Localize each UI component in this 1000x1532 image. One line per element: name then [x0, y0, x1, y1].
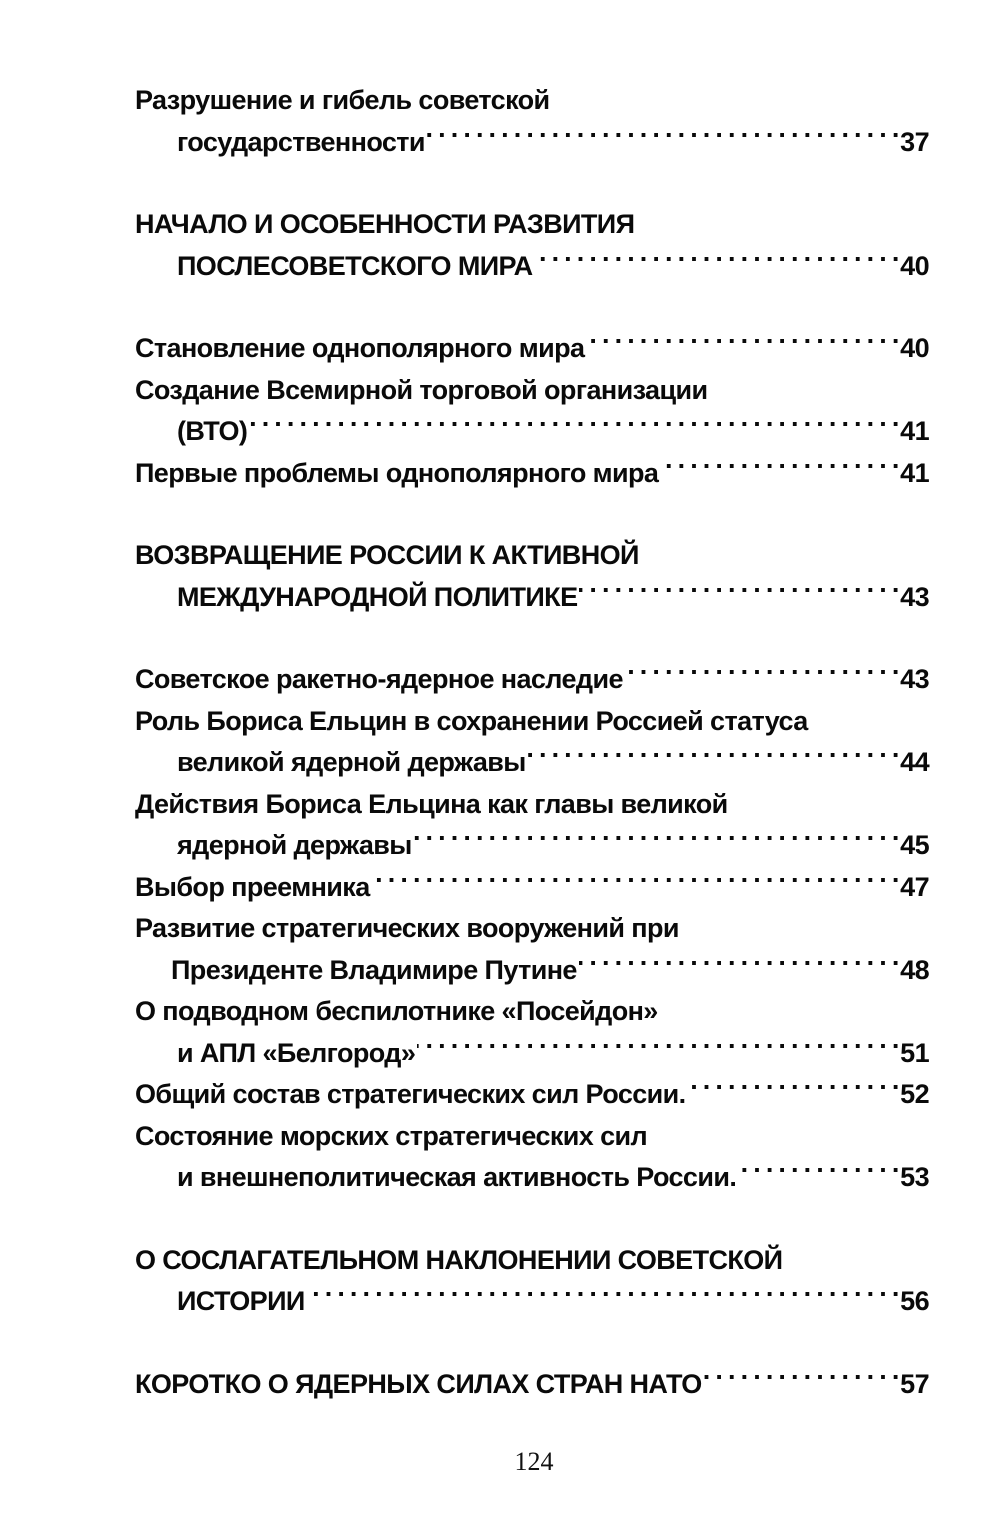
toc-entry-title: и внешнеполитическая активность России.	[177, 1162, 737, 1192]
toc-page-number: 45	[900, 830, 929, 860]
dot-leader	[534, 248, 898, 275]
dot-leader	[249, 413, 898, 440]
toc-section-title: ВОЗВРАЩЕНИЕ РОССИИ К АКТИВНОЙ	[135, 540, 639, 570]
toc-entry-title: Создание Всемирной торговой организации	[135, 374, 708, 405]
toc-section-entry[interactable]	[135, 535, 929, 618]
page-number: 124	[514, 1447, 554, 1476]
dot-leader	[372, 869, 899, 896]
toc-entry[interactable]	[135, 453, 929, 495]
toc-entry[interactable]	[135, 701, 929, 784]
toc-section-title: ИСТОРИИ	[177, 1286, 305, 1316]
toc-page-number: 37	[900, 126, 929, 157]
toc-entry-title: Общий состав стратегических сил России.	[135, 1079, 686, 1109]
toc-section-title: МЕЖДУНАРОДНОЙ ПОЛИТИКЕ	[177, 581, 578, 612]
toc-entry[interactable]	[135, 1074, 929, 1116]
toc-entry[interactable]	[135, 370, 929, 453]
toc-page-number: 43	[900, 664, 929, 694]
toc-entry[interactable]	[135, 991, 929, 1074]
toc-section-title: КОРОТКО О ЯДЕРНЫХ СИЛАХ СТРАН НАТО	[135, 1368, 702, 1399]
toc-page-number: 57	[900, 1368, 929, 1399]
spacer	[135, 618, 929, 659]
toc-section-entry[interactable]	[135, 204, 929, 287]
spacer	[135, 1199, 929, 1240]
toc-entry-title: (ВТО)	[177, 416, 248, 446]
toc-entry[interactable]	[135, 1116, 929, 1199]
toc-entry[interactable]	[135, 784, 929, 867]
toc-page-number: 43	[900, 581, 929, 612]
toc-entry-title: Президенте Владимире Путине	[171, 954, 577, 985]
toc-section-title: ПОСЛЕСОВЕТСКОГО МИРА	[177, 250, 533, 281]
toc-entry[interactable]	[135, 867, 929, 909]
dot-leader	[427, 124, 898, 151]
toc-entry-title: государственности	[177, 126, 425, 157]
toc-page-number: 41	[900, 416, 929, 446]
spacer	[135, 287, 929, 328]
toc-entry-title: Становление однополярного мира	[135, 333, 585, 363]
toc-section-title: НАЧАЛО И ОСОБЕННОСТИ РАЗВИТИЯ	[135, 209, 635, 239]
toc-page-number: 47	[900, 871, 929, 902]
dot-leader	[579, 579, 898, 606]
toc-entry-title: Разрушение и гибель советской	[135, 85, 550, 115]
dot-leader	[528, 744, 898, 771]
toc-page-number: 41	[900, 457, 929, 488]
toc-section-entry[interactable]	[135, 1364, 929, 1406]
dot-leader	[704, 1366, 899, 1393]
table-of-contents	[135, 80, 929, 1405]
toc-entry-title: Состояние морских стратегических сил	[135, 1120, 648, 1151]
toc-entry-title: великой ядерной державы	[177, 747, 526, 777]
spacer	[135, 1323, 929, 1364]
toc-entry-title: Роль Бориса Ельцин в сохранении Россией статуса	[135, 705, 808, 736]
toc-page-number: 40	[900, 250, 929, 281]
dot-leader	[688, 1076, 899, 1103]
toc-section-title: О СОСЛАГАТЕЛЬНОМ НАКЛОНЕНИИ СОВЕТСКОЙ	[135, 1244, 783, 1275]
toc-entry-title: О подводном беспилотнике «Посейдон»	[135, 996, 658, 1026]
dot-leader	[417, 1035, 898, 1062]
toc-entry-title: Первые проблемы однополярного мира	[135, 457, 659, 488]
toc-page-number: 48	[900, 954, 929, 985]
toc-page-number: 44	[900, 747, 929, 777]
toc-entry-title: Советское ракетно-ядерное наследие	[135, 664, 623, 694]
dot-leader	[738, 1159, 898, 1186]
spacer	[135, 494, 929, 535]
dot-leader	[660, 455, 898, 482]
toc-entry-title: ядерной державы	[177, 830, 412, 860]
toc-section-entry[interactable]	[135, 1240, 929, 1323]
toc-page-number: 40	[900, 333, 929, 363]
toc-entry-title: Развитие стратегических вооружений при	[135, 913, 679, 943]
toc-entry[interactable]	[135, 659, 929, 701]
dot-leader	[307, 1283, 898, 1310]
dot-leader	[579, 952, 898, 979]
toc-entry-title: Выбор преемника	[135, 871, 370, 902]
dot-leader	[586, 330, 898, 357]
toc-entry[interactable]	[135, 80, 929, 163]
toc-entry[interactable]	[135, 908, 929, 991]
toc-entry-title: Действия Бориса Ельцина как главы великой	[135, 788, 728, 819]
toc-page-number: 52	[900, 1079, 929, 1109]
dot-leader	[625, 661, 898, 688]
toc-page-number: 56	[900, 1286, 929, 1316]
toc-page-number: 53	[900, 1162, 929, 1192]
toc-page-number: 51	[900, 1037, 929, 1068]
spacer	[135, 163, 929, 204]
toc-entry[interactable]	[135, 328, 929, 370]
toc-entry-title: и АПЛ «Белгород»	[177, 1037, 416, 1068]
dot-leader	[414, 827, 898, 854]
